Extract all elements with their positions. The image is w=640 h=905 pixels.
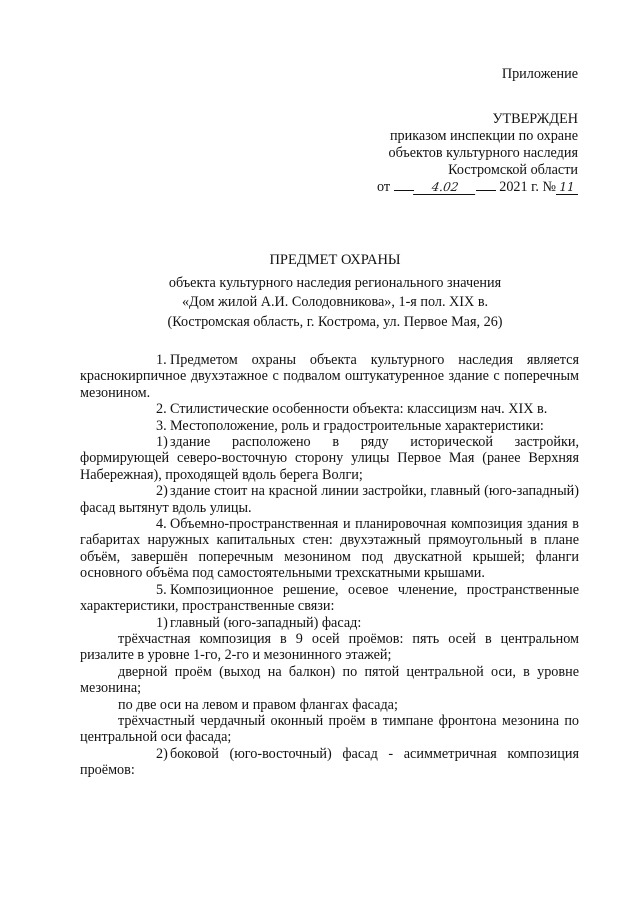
approval-block	[377, 111, 578, 196]
date-underline-left	[394, 190, 414, 191]
paragraph-number: 2.	[156, 401, 167, 418]
title-line-3: (Костромская область, г. Кострома, ул. Первое Мая, 26)	[167, 313, 503, 330]
paragraph	[80, 713, 579, 746]
paragraph-number: 2)	[156, 745, 168, 762]
paragraph-text: по две оси на левом и правом флангах фасада;	[118, 696, 398, 713]
paragraph	[80, 746, 579, 779]
paragraph-text: главный (юго-западный) фасад:	[170, 614, 362, 631]
paragraph	[80, 697, 579, 713]
paragraph-text: Предметом охраны объекта культурного наследия является краснокирпичное двухэтажное с подвалом оштукатуренное здание с поперечным мезонином.	[80, 352, 579, 401]
paragraph-number: 1)	[156, 614, 168, 631]
title-line-2: «Дом жилой А.И. Солодовникова», 1-я пол. XIX в.	[181, 294, 489, 310]
date-year: 2021 г. №	[499, 179, 556, 195]
title-line-1: объекта культурного наследия регионального значения	[168, 274, 502, 291]
paragraph	[80, 516, 579, 582]
order-line-1: приказом инспекции по охране	[389, 128, 578, 144]
paragraph-text: здание стоит на красной линии застройки, главный (юго-западный) фасад вытянут вдоль улицы.	[80, 483, 579, 516]
paragraph-number: 1)	[156, 434, 168, 451]
paragraph-text: трёхчастная композиция в 9 осей проёмов: пять осей в центральном ризалите в уровне 1-го, 2-го и мезонинного этажей;	[80, 630, 579, 664]
date-underline-right	[476, 190, 496, 191]
paragraph	[80, 434, 579, 483]
appendix-label	[502, 66, 578, 83]
paragraph-text: боковой (юго-восточный) фасад - асимметричная композиция проёмов:	[80, 745, 579, 779]
paragraph	[80, 631, 579, 664]
handwritten-number: 11	[556, 181, 578, 195]
paragraph	[80, 352, 579, 401]
date-line	[377, 179, 578, 196]
paragraph-number: 5.	[156, 581, 167, 598]
paragraph-text: Местоположение, роль и градостроительные характеристики:	[170, 417, 544, 434]
paragraph	[80, 582, 579, 615]
date-prefix: от	[377, 179, 391, 195]
paragraph-text: здание расположено в ряду исторической застройки, формирующей северо-восточную сторону улицы Первое Мая (ранее Верхняя Набережная), проходящей вдоль берега Волги;	[80, 434, 579, 483]
paragraph-text: Объемно-пространственная и планировочная композиция здания в габаритах наружных капитальных стен: двухэтажный прямоугольный в плане объём, завершён поперечным мезонином под двускатной крышей; фланги основного объёма под самостоятельными трехскатными крышами.	[80, 516, 579, 582]
paragraph-text: Композиционное решение, осевое членение, пространственные характеристики, пространственные связи:	[80, 581, 579, 615]
approved-heading: УТВЕРЖДЕН	[492, 111, 578, 127]
paragraph	[80, 483, 579, 516]
appendix-text: Приложение	[501, 66, 578, 82]
document-title: ПРЕДМЕТ ОХРАНЫ	[269, 252, 401, 268]
paragraph-number: 4.	[156, 516, 167, 533]
paragraph-number: 1.	[156, 352, 167, 368]
order-line-2: объектов культурного наследия	[388, 145, 578, 161]
paragraph-number: 3.	[156, 417, 167, 434]
paragraph-text: дверной проём (выход на балкон) по пятой центральной оси, в уровне мезонина;	[80, 663, 579, 697]
paragraph-text: трёхчастный чердачный оконный проём в тимпане фронтона мезонина по центральной оси фасада;	[80, 712, 579, 746]
paragraph	[80, 418, 579, 434]
paragraph	[80, 401, 579, 417]
paragraph	[80, 664, 579, 697]
document-body	[80, 352, 579, 779]
document-title-block	[80, 251, 590, 332]
paragraph-number: 2)	[156, 483, 168, 500]
order-line-3: Костромской области	[448, 162, 578, 178]
paragraph	[80, 615, 579, 631]
paragraph-text: Стилистические особенности объекта: классицизм нач. XIX в.	[170, 401, 548, 418]
handwritten-date: 4.02	[413, 181, 477, 195]
